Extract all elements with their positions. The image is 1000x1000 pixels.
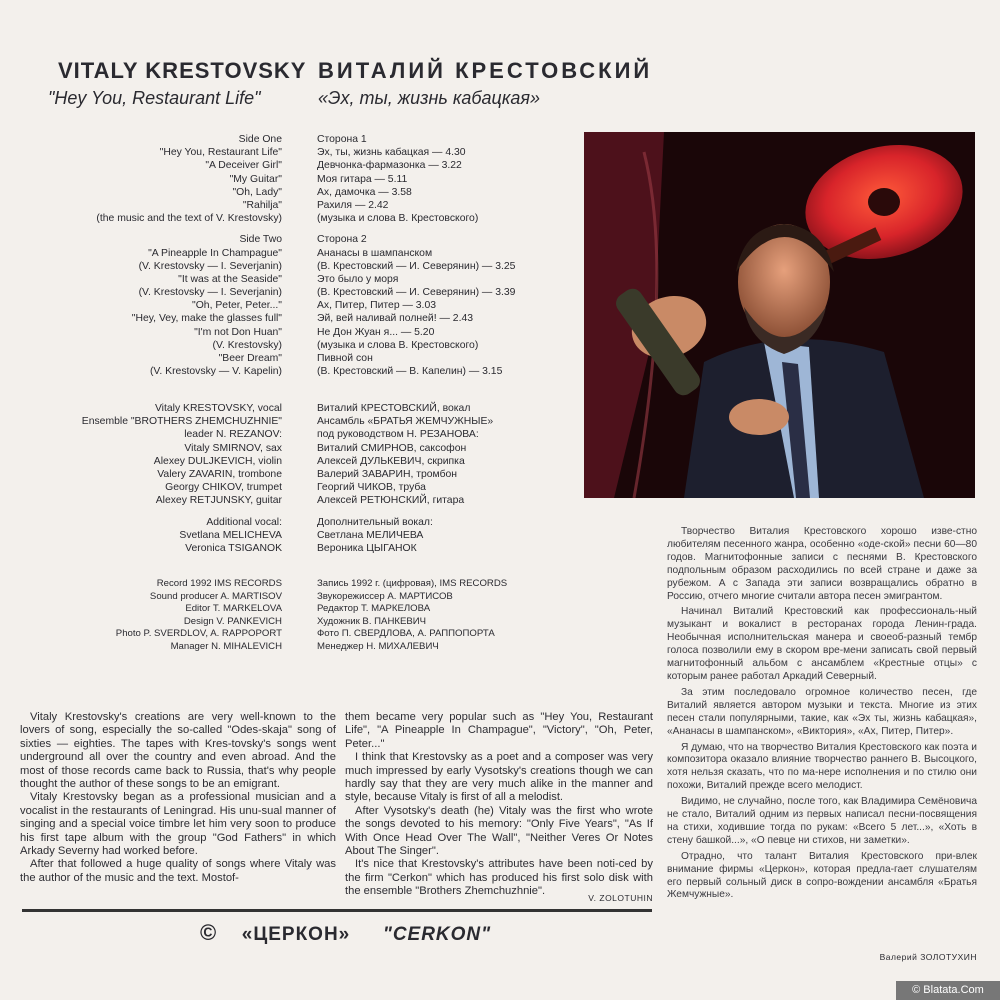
personnel-line: Алексей ДУЛЬКЕВИЧ, скрипка (317, 455, 465, 467)
liner-notes-en-col1 (20, 711, 336, 885)
personnel-line: Виталий КРЕСТОВСКИЙ, вокал (317, 403, 471, 414)
personnel-line: Алексей РЕТЮНСКИЙ, гитара (317, 495, 465, 507)
personnel-line: Виталий СМИРНОВ, саксофон (317, 442, 467, 454)
personnel-line: Ensemble "BROTHERS ZHEMCHUZHNIE" (81, 416, 282, 428)
personnel-line: Alexey RETJUNSKY, guitar (155, 495, 282, 507)
track-line: Эй, вей наливай полней! — 2.43 (317, 313, 474, 325)
track-line: Сторона 2 (317, 234, 367, 246)
credit-line: Редактор Т. МАРКЕЛОВА (317, 603, 431, 615)
paragraph: Vitaly Krestovsky's creations are very well-known to the lovers of song, especially the so-called "Odes-skaja" song of sixties — eighties. The tapes with Kres-tovsky's songs went underground all over the country and even abroad. And the most of those records came back to Russia, that's why people thought the author of these songs to be an emigrant. (20, 711, 336, 791)
paragraph: them became very popular such as "Hey You, Restaurant Life", "A Pineapple In Champague", "Victory", "Oh, Peter, Peter..." (345, 711, 653, 750)
paragraph: Я думаю, что на творчество Виталия Крестовского как поэта и композитора оказало влияние творчество раннего В. Высоцкого, хотя нельзя сказать, что по ма-нере исполнения и по стилю они похожи, Виталий прежде всего мелодист. (667, 741, 977, 792)
track-line: Сторона 1 (317, 134, 367, 145)
track-line: (V. Krestovsky — I. Severjanin) (138, 260, 282, 272)
personnel-line: Дополнительный вокал: (317, 516, 433, 528)
credits-ru (317, 578, 577, 654)
label-name-en: "CERKON" (382, 924, 492, 945)
personnel-line: Светлана МЕЛИЧЕВА (317, 529, 424, 541)
personnel-line: leader N. REZANOV: (184, 429, 282, 441)
credits-en (20, 578, 282, 654)
personnel-line: под руководством Н. РЕЗАНОВА: (317, 429, 479, 441)
personnel-line: Вероника ЦЫГАНОК (317, 542, 417, 554)
track-line: "Hey, Vey, make the glasses full" (131, 313, 282, 325)
track-line: Это было у моря (317, 273, 399, 285)
credit-line: Менеджер Н. МИХАЛЕВИЧ (317, 640, 439, 652)
track-line: Рахиля — 2.42 (317, 199, 389, 211)
liner-notes-ru (667, 526, 977, 905)
credit-line: Manager N. MIHALEVICH (170, 640, 282, 652)
track-line: Side One (238, 134, 282, 145)
track-line: Пивной сон (317, 353, 373, 364)
personnel-en (20, 402, 282, 555)
label-name-ru: «ЦЕРКОН» (241, 924, 351, 945)
track-line: (V. Krestovsky — I. Severjanin) (138, 287, 282, 299)
track-line: (музыка и слова В. Крестовского) (317, 213, 479, 225)
track-line: Ах, Питер, Питер — 3.03 (317, 300, 437, 312)
personnel-line: Veronica TSIGANOK (185, 542, 282, 554)
tracklist-en (20, 133, 282, 378)
paragraph: Отрадно, что талант Виталия Крестовского при-влек внимание фирмы «Церкон», которая предла-гает слушателям его первый сольный диск в сопро-вождении ансамбля «Братья Жемчужные». (667, 850, 977, 901)
track-line: "A Deceiver Girl" (205, 160, 282, 172)
paragraph: After Vysotsky's death (he) Vitaly was the first who wrote the songs devoted to his memory: "Only Five Years", "As If With Once Head Over The Wall", "Neither Veres Or Notes About The Singer". (345, 804, 653, 858)
track-line: "Oh, Peter, Peter..." (192, 300, 282, 312)
track-line: (V. Krestovsky) (212, 339, 282, 351)
artist-name-ru: ВИТАЛИЙ КРЕСТОВСКИЙ (318, 58, 653, 83)
track-line: "I'm not Don Huan" (194, 326, 282, 338)
footer-rule (22, 909, 652, 912)
spacer (20, 508, 282, 516)
credit-line: Record 1992 IMS RECORDS (156, 578, 282, 589)
spacer (20, 225, 282, 233)
spacer (317, 225, 577, 233)
track-line: (В. Крестовский — И. Северянин) — 3.39 (317, 287, 516, 299)
track-line: Не Дон Жуан я... — 5.20 (317, 326, 435, 338)
track-line: "Hey You, Restaurant Life" (159, 147, 282, 159)
track-line: Девчонка-фармазонка — 3.22 (317, 160, 462, 172)
credit-line: Design V. PANKEVICH (183, 615, 282, 627)
personnel-line: Георгий ЧИКОВ, труба (317, 482, 426, 494)
album-title-en: "Hey You, Restaurant Life" (48, 88, 261, 108)
paragraph: I think that Krestovsky as a poet and a composer was very much impressed by early Vysotsky's creations though we can hardly say that they are very much alike in the manner and style, because Vitaly is first of all a melodist. (345, 751, 653, 804)
paragraph: За этим последовало огромное количество песен, где Виталий является автором музыки и текста. Многие из этих песен стали популярными, такие, как «Эх ты, жизнь кабацкая», «Ананасы в шампанском», «Виктория», «Ах, Питер, Питер». (667, 686, 977, 737)
credit-line: Художник В. ПАНКЕВИЧ (317, 615, 427, 627)
track-line: "It was at the Seaside" (178, 273, 282, 285)
track-line: "My Guitar" (229, 173, 282, 185)
credit-line: Звукорежиссер А. МАРТИСОВ (317, 590, 453, 602)
artist-photo (584, 132, 975, 498)
spacer (317, 508, 577, 516)
personnel-line: Georgy CHIKOV, trumpet (165, 482, 282, 494)
personnel-line: Valery ZAVARIN, trombone (157, 468, 282, 480)
track-line: (the music and the text of V. Krestovsky) (96, 213, 282, 225)
album-title-ru: «Эх, ты, жизнь кабацкая» (318, 88, 540, 108)
track-line: (V. Krestovsky — V. Kapelin) (149, 366, 282, 378)
track-line: (музыка и слова В. Крестовского) (317, 339, 479, 351)
personnel-line: Vitaly SMIRNOV, sax (184, 442, 282, 454)
track-line: Ах, дамочка — 3.58 (317, 186, 412, 198)
track-line: Эх, ты, жизнь кабацкая — 4.30 (317, 147, 466, 159)
signature-ru: Валерий ЗОЛОТУХИН (879, 952, 977, 962)
track-line: (В. Крестовский — В. Капелин) — 3.15 (317, 366, 503, 378)
paragraph: Видимо, не случайно, после того, как Владимира Семёновича не стало, Виталий одним из первых написал песни-посвящения на стихи, ходившие тогда по рукам: «Всего 5 лет...», «Хоть в стену башкой...», «О певце ни стихов, ни заметки». (667, 796, 977, 846)
track-line: Ананасы в шампанском (317, 247, 433, 259)
track-line: "Oh, Lady" (232, 186, 282, 198)
liner-notes-en-col2 (345, 711, 653, 899)
track-line: "A Pineapple In Champague" (148, 247, 282, 259)
personnel-line: Ансамбль «БРАТЬЯ ЖЕМЧУЖНЫЕ» (317, 416, 494, 428)
copyright-icon: © (200, 920, 218, 945)
personnel-line: Additional vocal: (206, 516, 282, 528)
artist-photo-illustration (584, 132, 975, 498)
paragraph: Начинал Виталий Крестовский как профессиональ-ный музыкант и вокалист в ресторанах города Ленин-града. Необычная исполнительская манера и своеоб-разный тембр голоса позволили ему в скором вре-мени записать свой первый магнитофонный альбом с ансамблем «Крестные отцы» с которым ранее работал Аркадий Северный. (667, 606, 977, 682)
personnel-line: Svetlana MELICHEVA (179, 529, 282, 541)
credit-line: Запись 1992 г. (цифровая), IMS RECORDS (317, 578, 508, 589)
track-line: Моя гитара — 5.11 (317, 173, 408, 185)
credit-line: Фото П. СВЕРДЛОВА, А. РАППОПОРТА (317, 628, 495, 640)
footer-label (200, 920, 491, 946)
track-line: (В. Крестовский — И. Северянин) — 3.25 (317, 260, 516, 272)
personnel-ru (317, 402, 577, 555)
credit-line: Sound producer A. MARTISOV (149, 590, 282, 602)
track-line: "Beer Dream" (218, 353, 282, 364)
paragraph: It's nice that Krestovsky's attributes have been noti-ced by the firm "Cerkon" which has produced his first solo disk with the ensemble "Brothers Zhemchuzhnie". (345, 858, 653, 898)
personnel-line: Vitaly KRESTOVSKY, vocal (154, 403, 282, 414)
personnel-line: Alexey DULJKEVICH, violin (153, 455, 282, 467)
artist-name-en: VITALY KRESTOVSKY (58, 58, 307, 83)
credit-line: Photo P. SVERDLOV, A. RAPPOPORT (115, 628, 282, 640)
paragraph: Творчество Виталия Крестовского хорошо изве-стно любителям песенного жанра, особенно «оде-ской» песни 60—80 годов. Магнитофонные записи с песнями В. Крестовского подпольным образом расходились по всей стране и даже за рубежом. А с Запада эти записи возвращались обратно в Россию, отчего многие считали автора песен эмигрантом. (667, 526, 977, 602)
track-line: "Rahilja" (242, 199, 282, 211)
personnel-line: Валерий ЗАВАРИН, тромбон (317, 468, 458, 480)
paragraph: Vitaly Krestovsky began as a professional musician and a vocalist in the restaurants of Leningrad. His unu-sual manner of singing and a special voice timbre let him very soon to produce his first tape album with the group "God Fathers" in which Arkady Severny had worked before. (20, 791, 336, 858)
tracklist-ru (317, 133, 577, 378)
paragraph: After that followed a huge quality of songs where Vitaly was the author of the music and the text. Mostof- (20, 858, 336, 884)
track-line: Side Two (239, 234, 282, 246)
watermark: © Blatata.Com (896, 981, 1000, 1000)
credit-line: Editor T. MARKELOVA (185, 603, 282, 615)
signature-en: V. ZOLOTUHIN (588, 893, 653, 903)
